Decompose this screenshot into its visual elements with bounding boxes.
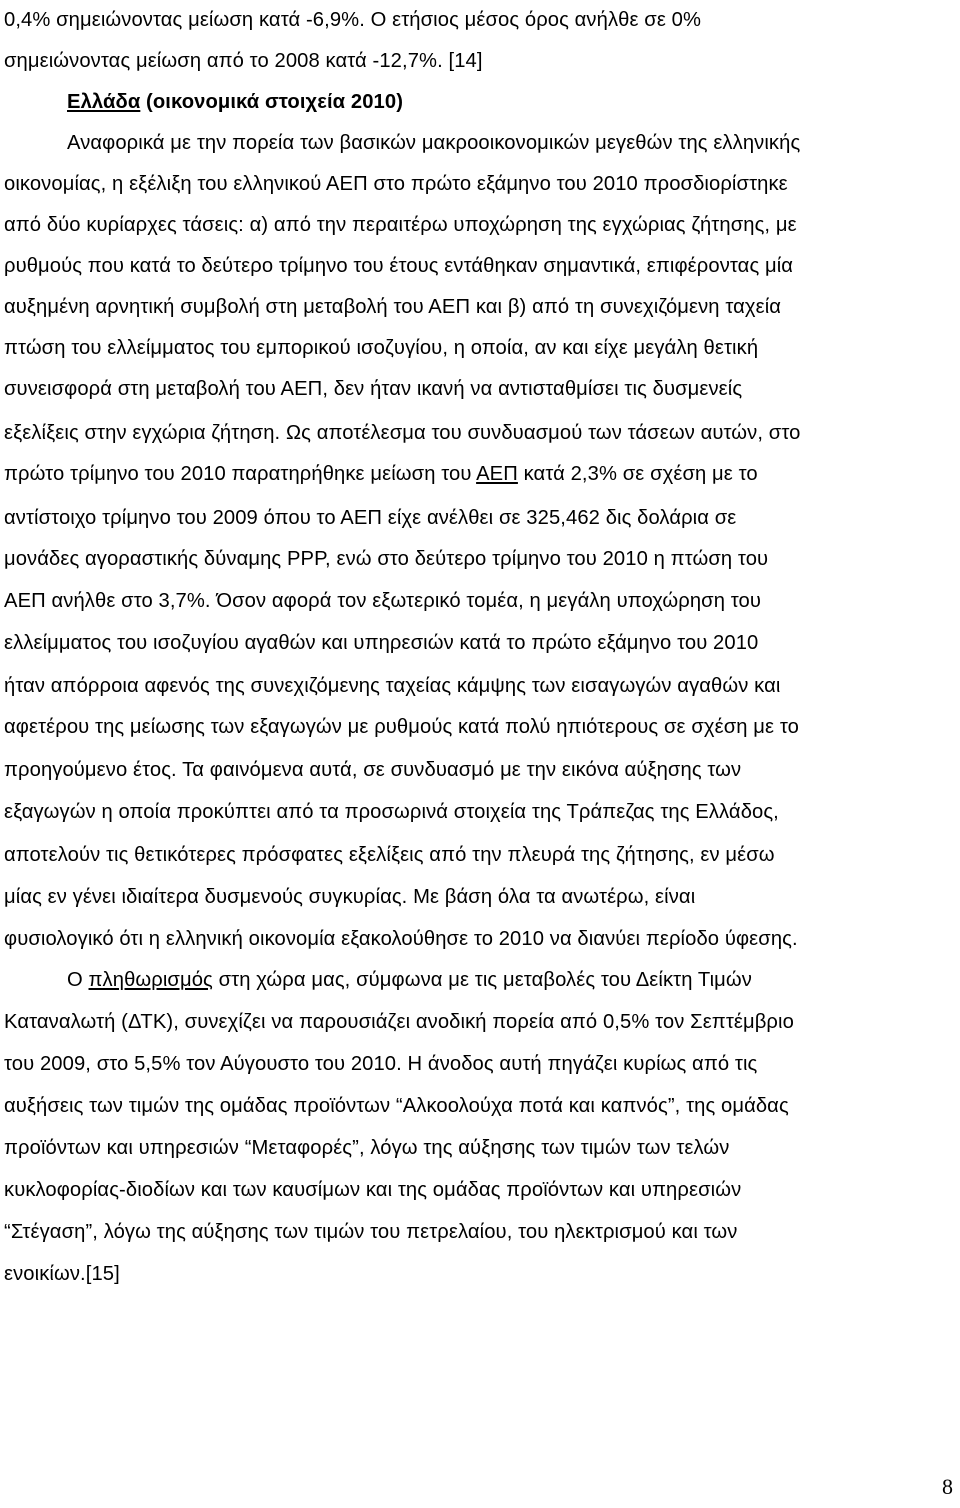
- text-line: αποτελούν τις θετικότερες πρόσφατες εξελίξεις από την πλευρά της ζήτησης, εν μέσω: [4, 844, 775, 866]
- gdp-link[interactable]: ΑΕΠ: [476, 463, 518, 485]
- inflation-link[interactable]: πληθωρισμός: [88, 969, 213, 991]
- text-line: του 2009, στο 5,5% τον Αύγουστο του 2010. Η άνοδος αυτή πηγάζει κυρίως από τις: [4, 1053, 758, 1075]
- text-line: αφετέρου της μείωσης των εξαγωγών με ρυθμούς κατά πολύ ηπιότερους σε σχέση με το: [4, 716, 799, 738]
- text-line: [67, 967, 752, 993]
- text-line: [4, 461, 758, 487]
- text-line: πτώση του ελλείμματος του εμπορικού ισοζυγίου, η οποία, αν και είχε μεγάλη θετική: [4, 337, 759, 359]
- text-line: Αναφορικά με την πορεία των βασικών μακροοικονομικών μεγεθών της ελληνικής: [67, 132, 801, 154]
- text-line: Καταναλωτή (ΔΤΚ), συνεχίζει να παρουσιάζει ανοδική πορεία από 0,5% τον Σεπτέμβριο: [4, 1011, 794, 1033]
- text-line: ελλείμματος του ισοζυγίου αγαθών και υπηρεσιών κατά το πρώτο εξάμηνο του 2010: [4, 632, 759, 654]
- text-line: από δύο κυρίαρχες τάσεις: α) από την περαιτέρω υποχώρηση της εγχώριας ζήτησης, με: [4, 214, 797, 236]
- text-segment: κατά 2,3% σε σχέση με το: [517, 463, 758, 485]
- text-segment: πρώτο τρίμηνο του 2010 παρατηρήθηκε μείωση του: [4, 463, 477, 485]
- text-line: κυκλοφορίας-διοδίων και των καυσίμων και της ομάδας προϊόντων και υπηρεσιών: [4, 1179, 742, 1201]
- text-line: συνεισφορά στη μεταβολή του ΑΕΠ, δεν ήταν ικανή να αντισταθμίσει τις δυσμενείς: [4, 378, 743, 400]
- text-line: σημειώνοντας μείωση από το 2008 κατά -12,7%. [14]: [4, 50, 483, 72]
- text-line: εξελίξεις στην εγχώρια ζήτηση. Ως αποτέλεσμα του συνδυασμού των τάσεων αυτών, στο: [4, 422, 801, 444]
- text-line: αντίστοιχο τρίμηνο του 2009 όπου το ΑΕΠ είχε ανέλθει σε 325,462 δις δολάρια σε: [4, 507, 737, 529]
- heading-underlined-word: Ελλάδα: [67, 91, 141, 113]
- text-line: φυσιολογικό ότι η ελληνική οικονομία εξακολούθησε το 2010 να διανύει περίοδο ύφεσης.: [4, 928, 798, 950]
- text-line: ήταν απόρροια αφενός της συνεχιζόμενης ταχείας κάμψης των εισαγωγών αγαθών και: [4, 675, 781, 697]
- heading-rest: (οικονομικά στοιχεία 2010): [140, 91, 404, 113]
- section-heading: [67, 89, 403, 115]
- text-segment: στη χώρα μας, σύμφωνα με τις μεταβολές του Δείκτη Τιμών: [212, 969, 752, 991]
- text-line: 0,4% σημειώνοντας μείωση κατά -6,9%. Ο ετήσιος μέσος όρος ανήλθε σε 0%: [4, 9, 702, 31]
- text-line: “Στέγαση”, λόγω της αύξησης των τιμών του πετρελαίου, του ηλεκτρισμού και των: [4, 1221, 738, 1243]
- text-line: μίας εν γένει ιδιαίτερα δυσμενούς συγκυρίας. Με βάση όλα τα ανωτέρω, είναι: [4, 886, 696, 908]
- text-line: οικονομίας, η εξέλιξη του ελληνικού ΑΕΠ στο πρώτο εξάμηνο του 2010 προσδιορίστηκε: [4, 173, 788, 195]
- text-line: μονάδες αγοραστικής δύναμης PPP, ενώ στο δεύτερο τρίμηνο του 2010 η πτώση του: [4, 548, 769, 570]
- text-line: ρυθμούς που κατά το δεύτερο τρίμηνο του έτους εντάθηκαν σημαντικά, επιφέροντας μία: [4, 255, 794, 277]
- text-line: προηγούμενο έτος. Τα φαινόμενα αυτά, σε συνδυασμό με την εικόνα αύξησης των: [4, 759, 742, 781]
- page-number: 8: [942, 1474, 953, 1499]
- text-line: εξαγωγών η οποία προκύπτει από τα προσωρινά στοιχεία της Τράπεζας της Ελλάδος,: [4, 801, 779, 823]
- text-line: ενοικίων.[15]: [4, 1263, 120, 1285]
- text-line: αυξημένη αρνητική συμβολή στη μεταβολή του ΑΕΠ και β) από τη συνεχιζόμενη ταχεία: [4, 296, 782, 318]
- text-line: προϊόντων και υπηρεσιών “Μεταφορές”, λόγω της αύξησης των τιμών των τελών: [4, 1137, 730, 1159]
- text-line: ΑΕΠ ανήλθε στο 3,7%. Όσον αφορά τον εξωτερικό τομέα, η μεγάλη υποχώρηση του: [4, 590, 762, 612]
- text-segment: Ο: [67, 969, 89, 991]
- text-line: αυξήσεις των τιμών της ομάδας προϊόντων “Αλκοολούχα ποτά και καπνός”, της ομάδας: [4, 1095, 789, 1117]
